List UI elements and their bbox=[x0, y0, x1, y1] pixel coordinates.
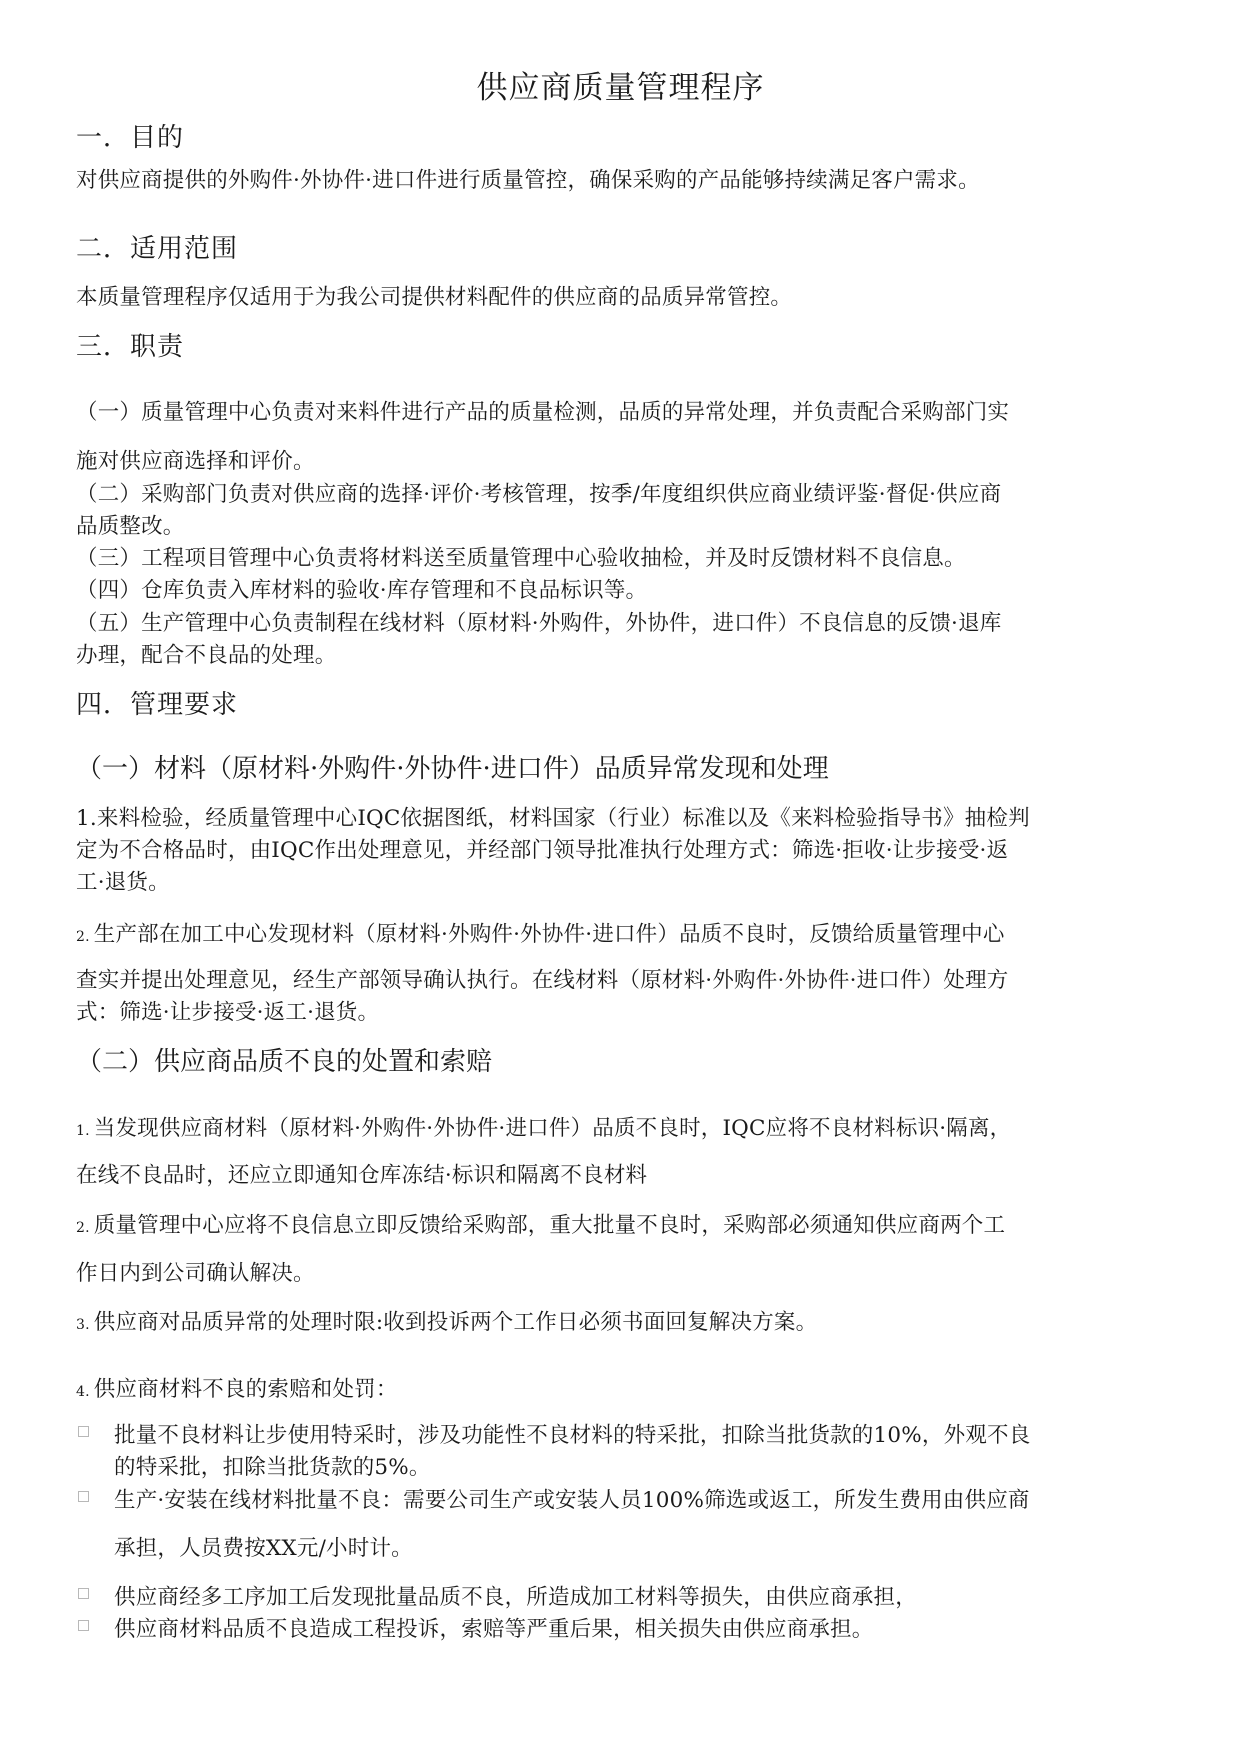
item-number: 2. bbox=[76, 929, 90, 945]
paragraph-line: 定为不合格品时，由IQC作出处理意见，并经部门领导批准执行处理方式：筛选·拒收·让步接受·返 bbox=[76, 838, 1009, 863]
bullet-line: 承担，人员费按XX元/小时计。 bbox=[114, 1536, 413, 1561]
item-number: 3. bbox=[76, 1317, 90, 1333]
checkbox-bullet-icon bbox=[78, 1491, 89, 1502]
item-number: 4. bbox=[76, 1384, 90, 1400]
responsibility-line: （三）工程项目管理中心负责将材料送至质量管理中心验收抽检，并及时反馈材料不良信息。 bbox=[76, 546, 966, 571]
section-heading-scope: 二．适用范围 bbox=[76, 234, 239, 264]
paragraph-text: 当发现供应商材料（原材料·外购件·外协件·进口件）品质不良时，IQC应将不良材料标识·隔离， bbox=[93, 1116, 1012, 1141]
paragraph-line: 式：筛选·让步接受·返工·退货。 bbox=[76, 1000, 380, 1025]
paragraph-text: 供应商材料不良的索赔和处罚： bbox=[93, 1377, 398, 1402]
responsibility-line: 施对供应商选择和评价。 bbox=[76, 449, 315, 474]
bullet-line: 生产·安装在线材料批量不良：需要公司生产或安装人员100%筛选或返工，所发生费用由供应商 bbox=[114, 1488, 1030, 1513]
paragraph-line: 1.来料检验，经质量管理中心IQC依据图纸，材料国家（行业）标准以及《来料检验指导书》抽检判 bbox=[76, 806, 1030, 831]
responsibility-line: （二）采购部门负责对供应商的选择·评价·考核管理，按季/年度组织供应商业绩评鉴·督促·供应商 bbox=[76, 482, 1002, 507]
paragraph-line bbox=[76, 1208, 1005, 1239]
purpose-text: 对供应商提供的外购件·外协件·进口件进行质量管控，确保采购的产品能够持续满足客户需求。 bbox=[76, 168, 980, 193]
paragraph-line: 在线不良品时，还应立即通知仓库冻结·标识和隔离不良材料 bbox=[76, 1163, 648, 1188]
checkbox-bullet-icon bbox=[78, 1426, 89, 1437]
section-heading-purpose: 一．目的 bbox=[76, 123, 185, 153]
paragraph-line: 作日内到公司确认解决。 bbox=[76, 1261, 315, 1286]
paragraph-line: 查实并提出处理意见，经生产部领导确认执行。在线材料（原材料·外购件·外协件·进口件）处理方 bbox=[76, 968, 1009, 993]
responsibility-line: 办理，配合不良品的处理。 bbox=[76, 643, 337, 668]
subsection-heading-material-anomaly: （一）材料（原材料·外购件·外协件·进口件）品质异常发现和处理 bbox=[76, 754, 829, 784]
paragraph-text: 质量管理中心应将不良信息立即反馈给采购部，重大批量不良时，采购部必须通知供应商两个工 bbox=[93, 1213, 1006, 1238]
bullet-line: 供应商经多工序加工后发现批量品质不良，所造成加工材料等损失，由供应商承担， bbox=[114, 1585, 917, 1610]
bullet-line: 批量不良材料让步使用特采时，涉及功能性不良材料的特采批，扣除当批货款的10%，外观不良 bbox=[114, 1423, 1031, 1448]
bullet-line: 的特采批，扣除当批货款的5%。 bbox=[114, 1455, 431, 1480]
checkbox-bullet-icon bbox=[78, 1588, 89, 1599]
section-heading-requirements: 四．管理要求 bbox=[76, 690, 239, 720]
subsection-heading-supplier-claims: （二）供应商品质不良的处置和索赔 bbox=[76, 1047, 493, 1077]
paragraph-line bbox=[76, 1305, 817, 1336]
document-title: 供应商质量管理程序 bbox=[476, 70, 765, 106]
scope-text: 本质量管理程序仅适用于为我公司提供材料配件的供应商的品质异常管控。 bbox=[76, 285, 793, 310]
paragraph-text: 供应商对品质异常的处理时限:收到投诉两个工作日必须书面回复解决方案。 bbox=[93, 1310, 818, 1335]
section-heading-responsibilities: 三．职责 bbox=[76, 332, 185, 362]
paragraph-line bbox=[76, 1372, 398, 1403]
paragraph-line bbox=[76, 1111, 1011, 1142]
paragraph-line bbox=[76, 917, 1005, 948]
paragraph-text: 生产部在加工中心发现材料（原材料·外购件·外协件·进口件）品质不良时，反馈给质量管理中心 bbox=[93, 922, 1005, 947]
responsibility-line: （一）质量管理中心负责对来料件进行产品的质量检测，品质的异常处理，并负责配合采购部门实 bbox=[76, 400, 1010, 425]
checkbox-bullet-icon bbox=[78, 1620, 89, 1631]
responsibility-line: 品质整改。 bbox=[76, 514, 185, 539]
responsibility-line: （四）仓库负责入库材料的验收·库存管理和不良品标识等。 bbox=[76, 578, 648, 603]
paragraph-line: 工·退货。 bbox=[76, 870, 170, 895]
item-number: 1. bbox=[76, 1123, 90, 1139]
item-number: 2. bbox=[76, 1220, 90, 1236]
bullet-line: 供应商材料品质不良造成工程投诉，索赔等严重后果，相关损失由供应商承担。 bbox=[114, 1617, 874, 1642]
responsibility-line: （五）生产管理中心负责制程在线材料（原材料·外购件，外协件，进口件）不良信息的反馈·退库 bbox=[76, 611, 1002, 636]
